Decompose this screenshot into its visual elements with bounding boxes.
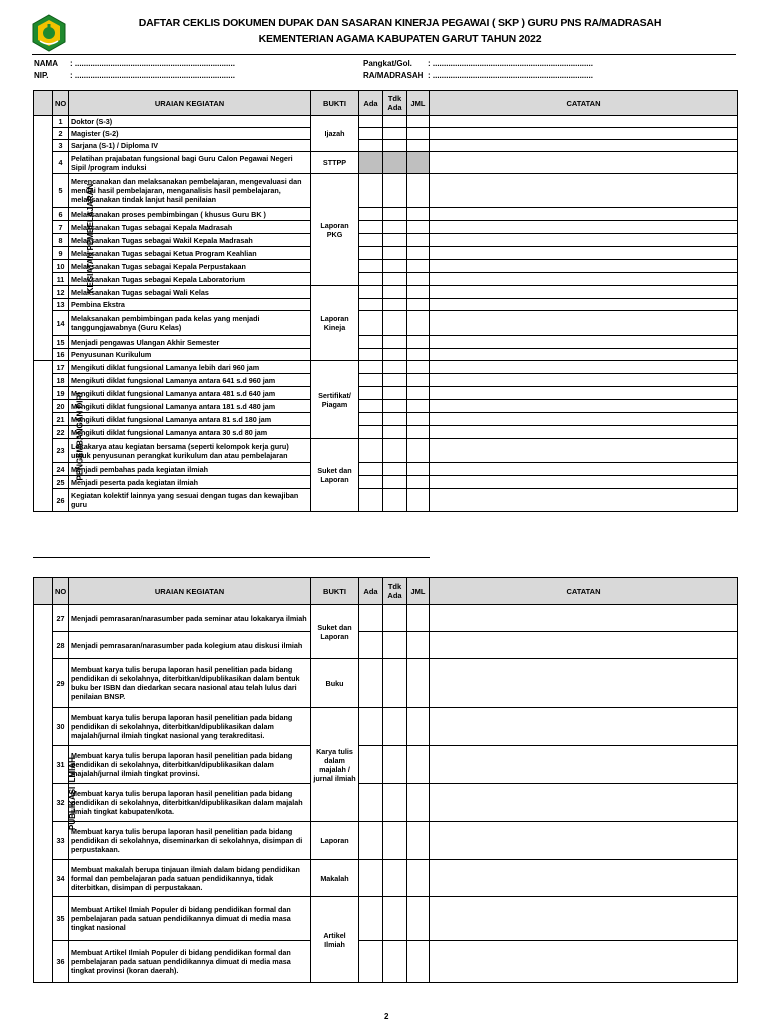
row-number: 12 <box>53 286 69 299</box>
check-ada[interactable] <box>359 128 383 140</box>
table-row <box>34 897 738 941</box>
row-number: 11 <box>53 273 69 286</box>
check-ada[interactable] <box>359 208 383 221</box>
table-row <box>34 439 738 463</box>
check-tdk-ada[interactable] <box>383 273 407 286</box>
table-row <box>34 286 738 299</box>
catatan-cell[interactable] <box>430 349 738 361</box>
nip-label: NIP. <box>34 71 49 80</box>
col-tdk-ada: Tdk Ada <box>383 578 407 605</box>
check-tdk-ada[interactable] <box>383 463 407 476</box>
catatan-cell[interactable] <box>430 387 738 400</box>
row-description: Melaksanakan Tugas sebagai Ketua Program Keahlian <box>69 247 311 260</box>
table-row <box>34 349 738 361</box>
check-jml[interactable] <box>407 349 430 361</box>
check-jml[interactable] <box>407 400 430 413</box>
table-row <box>34 174 738 208</box>
check-tdk-ada[interactable] <box>383 659 407 708</box>
catatan-cell[interactable] <box>430 221 738 234</box>
col-no: NO <box>53 91 69 116</box>
check-jml[interactable] <box>407 439 430 463</box>
check-ada[interactable] <box>359 860 383 897</box>
bukti-cell: Laporan <box>311 822 359 860</box>
table-row <box>34 400 738 413</box>
row-number: 30 <box>53 708 69 746</box>
row-description: Sarjana (S-1) / Diploma IV <box>69 140 311 152</box>
catatan-cell[interactable] <box>430 234 738 247</box>
table-row <box>34 822 738 860</box>
check-ada[interactable] <box>359 784 383 822</box>
document-subtitle: KEMENTERIAN AGAMA KABUPATEN GARUT TAHUN 2022 <box>258 33 542 45</box>
table-row <box>34 234 738 247</box>
check-jml[interactable] <box>407 413 430 426</box>
row-description: Melaksanakan Tugas sebagai Kepala Perpustakaan <box>69 260 311 273</box>
check-ada[interactable] <box>359 116 383 128</box>
row-description: Membuat Artikel Ilmiah Populer di bidang pendidikan formal dan pembelajaran pada satuan pendidikannya dimuat di media masa tingkat provinsi (koran daerah). <box>69 941 311 983</box>
row-description: Merencanakan dan melaksanakan pembelajaran, mengevaluasi dan menilai hasil pembelajaran, menganalisis hasil pembelajaran, melaksanakan tindak lanjut hasil penilaian <box>69 174 311 208</box>
check-ada[interactable] <box>359 374 383 387</box>
row-number: 8 <box>53 234 69 247</box>
check-tdk-ada[interactable] <box>383 784 407 822</box>
catatan-cell[interactable] <box>430 400 738 413</box>
check-tdk-ada[interactable] <box>383 336 407 349</box>
check-ada[interactable] <box>359 489 383 512</box>
table-row <box>34 746 738 784</box>
row-description: Melaksanakan pembimbingan pada kelas yang menjadi tanggungjawabnya (Guru Kelas) <box>69 311 311 336</box>
row-number: 35 <box>53 897 69 941</box>
table-row <box>34 128 738 140</box>
check-ada[interactable] <box>359 941 383 983</box>
check-tdk-ada[interactable] <box>383 426 407 439</box>
col-no: NO <box>53 578 69 605</box>
catatan-cell[interactable] <box>430 116 738 128</box>
table-row <box>34 489 738 512</box>
table-row <box>34 413 738 426</box>
col-tdk-ada: Tdk Ada <box>383 91 407 116</box>
catatan-cell[interactable] <box>430 174 738 208</box>
row-description: Membuat karya tulis berupa laporan hasil penelitian pada bidang pendidikan di sekolahnya, diterbitkan/dipublikasikan dalam majalah/jurnal ilmiah tingkat nasional yang terakreditasi. <box>69 708 311 746</box>
section-label: KEGIATAN PEMBELAJARAN <box>34 116 53 361</box>
check-jml[interactable] <box>407 140 430 152</box>
table-row <box>34 605 738 632</box>
check-tdk-ada[interactable] <box>383 860 407 897</box>
row-description: Menjadi pemrasaran/narasumber pada kolegium atau diskusi ilmiah <box>69 632 311 659</box>
row-description: Menjadi pemrasaran/narasumber pada seminar atau lokakarya ilmiah <box>69 605 311 632</box>
nama-label: NAMA <box>34 59 58 68</box>
check-tdk-ada[interactable] <box>383 260 407 273</box>
check-jml[interactable] <box>407 632 430 659</box>
check-jml[interactable] <box>407 174 430 208</box>
catatan-cell[interactable] <box>430 605 738 632</box>
check-jml[interactable] <box>407 116 430 128</box>
check-tdk-ada[interactable] <box>383 208 407 221</box>
catatan-cell[interactable] <box>430 476 738 489</box>
check-jml[interactable] <box>407 860 430 897</box>
catatan-cell[interactable] <box>430 746 738 784</box>
bukti-cell: Laporan Kineja <box>311 286 359 361</box>
check-tdk-ada[interactable] <box>383 299 407 311</box>
check-jml[interactable] <box>407 476 430 489</box>
row-description: Kegiatan kolektif lainnya yang sesuai dengan tugas dan kewajiban guru <box>69 489 311 512</box>
check-tdk-ada[interactable] <box>383 941 407 983</box>
check-jml[interactable] <box>407 784 430 822</box>
pangkat-field[interactable]: : ........................................................................ <box>428 59 593 68</box>
table-row <box>34 299 738 311</box>
table-row <box>34 361 738 374</box>
bukti-cell: Suket dan Laporan <box>311 439 359 512</box>
bukti-cell: Buku <box>311 659 359 708</box>
check-jml[interactable] <box>407 387 430 400</box>
table-row <box>34 374 738 387</box>
check-tdk-ada[interactable] <box>383 632 407 659</box>
check-ada[interactable] <box>359 632 383 659</box>
check-jml[interactable] <box>407 463 430 476</box>
check-ada[interactable] <box>359 746 383 784</box>
catatan-cell[interactable] <box>430 273 738 286</box>
nip-field[interactable]: : ........................................................................ <box>70 71 235 80</box>
catatan-cell[interactable] <box>430 632 738 659</box>
row-description: Membuat makalah berupa tinjauan ilmiah dalam bidang pendidikan formal dan pembelajaran pada satuan pendidikannya, tidak diterbitkan, disimpan di perpustakaan. <box>69 860 311 897</box>
check-jml[interactable] <box>407 208 430 221</box>
row-description: Membuat karya tulis berupa laporan hasil penelitian pada bidang pendidikan di sekolahnya, diterbitkan/dipublikasikan dalam majalah ilmiah tingkat kabupaten/kota. <box>69 784 311 822</box>
check-ada[interactable] <box>359 387 383 400</box>
row-description: Mengikuti diklat fungsional Lamanya antara 481 s.d 640 jam <box>69 387 311 400</box>
check-tdk-ada[interactable] <box>383 361 407 374</box>
catatan-cell[interactable] <box>430 336 738 349</box>
row-number: 25 <box>53 476 69 489</box>
row-number: 10 <box>53 260 69 273</box>
check-tdk-ada[interactable] <box>383 439 407 463</box>
row-number: 29 <box>53 659 69 708</box>
catatan-cell[interactable] <box>430 708 738 746</box>
col-ada: Ada <box>359 91 383 116</box>
check-tdk-ada[interactable] <box>383 746 407 784</box>
madrasah-label: RA/MADRASAH <box>363 71 424 80</box>
row-description: Melaksanakan Tugas sebagai Wali Kelas <box>69 286 311 299</box>
check-jml[interactable] <box>407 605 430 632</box>
catatan-cell[interactable] <box>430 286 738 299</box>
check-jml[interactable] <box>407 221 430 234</box>
bukti-cell: Ijazah <box>311 116 359 152</box>
row-number: 20 <box>53 400 69 413</box>
row-description: Magister (S-2) <box>69 128 311 140</box>
row-number: 28 <box>53 632 69 659</box>
row-number: 21 <box>53 413 69 426</box>
catatan-cell[interactable] <box>430 311 738 336</box>
check-ada[interactable] <box>359 247 383 260</box>
check-ada[interactable] <box>359 234 383 247</box>
check-jml[interactable] <box>407 336 430 349</box>
check-tdk-ada[interactable] <box>383 897 407 941</box>
check-ada[interactable] <box>359 273 383 286</box>
check-ada[interactable] <box>359 476 383 489</box>
header-rule <box>32 54 736 55</box>
bukti-cell: Makalah <box>311 860 359 897</box>
table-row <box>34 221 738 234</box>
table-row <box>34 476 738 489</box>
check-jml[interactable] <box>407 286 430 299</box>
col-bukti: BUKTI <box>311 91 359 116</box>
catatan-cell[interactable] <box>430 299 738 311</box>
checklist-table-2 <box>33 577 738 983</box>
check-ada[interactable] <box>359 260 383 273</box>
row-number: 19 <box>53 387 69 400</box>
page-number: 2 <box>384 1012 389 1021</box>
check-jml[interactable] <box>407 374 430 387</box>
check-ada[interactable] <box>359 822 383 860</box>
col-bukti: BUKTI <box>311 578 359 605</box>
check-tdk-ada[interactable] <box>383 708 407 746</box>
check-ada[interactable] <box>359 286 383 299</box>
row-description: Mengikuti diklat fungsional Lamanya lebih dari 960 jam <box>69 361 311 374</box>
check-ada[interactable] <box>359 463 383 476</box>
row-description: Mengikuti diklat fungsional Lamanya antara 30 s.d 80 jam <box>69 426 311 439</box>
pangkat-label: Pangkat/Gol. <box>363 59 412 68</box>
table-row <box>34 784 738 822</box>
row-number: 2 <box>53 128 69 140</box>
check-ada[interactable] <box>359 659 383 708</box>
check-ada[interactable] <box>359 174 383 208</box>
row-number: 31 <box>53 746 69 784</box>
catatan-cell[interactable] <box>430 152 738 174</box>
catatan-cell[interactable] <box>430 260 738 273</box>
check-tdk-ada[interactable] <box>383 349 407 361</box>
table-row <box>34 152 738 174</box>
check-tdk-ada[interactable] <box>383 221 407 234</box>
check-ada[interactable] <box>359 605 383 632</box>
bukti-cell: Karya tulis dalam majalah / jurnal ilmiah <box>311 708 359 822</box>
row-number: 7 <box>53 221 69 234</box>
check-jml[interactable] <box>407 247 430 260</box>
nama-field[interactable]: : ........................................................................ <box>70 59 235 68</box>
check-jml[interactable] <box>407 897 430 941</box>
row-description: Menjadi peserta pada kegiatan ilmiah <box>69 476 311 489</box>
row-number: 16 <box>53 349 69 361</box>
check-ada[interactable] <box>359 897 383 941</box>
section-label: PUBLIKASI ILMIAH <box>34 605 53 983</box>
check-ada[interactable] <box>359 426 383 439</box>
catatan-cell[interactable] <box>430 247 738 260</box>
row-description: Pembina Ekstra <box>69 299 311 311</box>
catatan-cell[interactable] <box>430 361 738 374</box>
check-ada[interactable] <box>359 439 383 463</box>
row-description: Melaksanakan Tugas sebagai Wakil Kepala Madrasah <box>69 234 311 247</box>
row-description: Membuat Artikel Ilmiah Populer di bidang pendidikan formal dan pembelajaran pada satuan pendidikannya dimuat di media masa tingkat nasional <box>69 897 311 941</box>
table-row <box>34 208 738 221</box>
row-description: Melaksanakan proses pembimbingan ( khusus Guru BK ) <box>69 208 311 221</box>
row-description: Menjadi pembahas pada kegiatan ilmiah <box>69 463 311 476</box>
table-row <box>34 463 738 476</box>
check-jml[interactable] <box>407 273 430 286</box>
row-number: 36 <box>53 941 69 983</box>
col-jml: JML <box>407 91 430 116</box>
check-ada[interactable] <box>359 400 383 413</box>
table-row <box>34 140 738 152</box>
check-ada[interactable] <box>359 311 383 336</box>
row-number: 13 <box>53 299 69 311</box>
row-number: 4 <box>53 152 69 174</box>
catatan-cell[interactable] <box>430 822 738 860</box>
row-number: 27 <box>53 605 69 632</box>
row-number: 33 <box>53 822 69 860</box>
check-tdk-ada[interactable] <box>383 489 407 512</box>
catatan-cell[interactable] <box>430 413 738 426</box>
check-jml[interactable] <box>407 708 430 746</box>
check-jml[interactable] <box>407 299 430 311</box>
row-number: 3 <box>53 140 69 152</box>
table-row <box>34 336 738 349</box>
row-description: Membuat karya tulis berupa laporan hasil penelitian pada bidang pendidikan di sekolahnya, diterbitkan/dipublikasikan dalam bentuk buku ber ISBN dan diedarkan secara nasional atau telah lulus dari penilaian BNSP. <box>69 659 311 708</box>
table-row <box>34 260 738 273</box>
row-number: 23 <box>53 439 69 463</box>
table-row <box>34 387 738 400</box>
row-description: Mengikuti diklat fungsional Lamanya antara 181 s.d 480 jam <box>69 400 311 413</box>
table-row <box>34 273 738 286</box>
check-tdk-ada[interactable] <box>383 174 407 208</box>
row-description: Membuat karya tulis berupa laporan hasil penelitian pada bidang pendidikan di sekolahnya, diseminarkan di sekolahnya, disimpan di perpustakaan. <box>69 822 311 860</box>
table-row <box>34 659 738 708</box>
table-row <box>34 708 738 746</box>
check-jml[interactable] <box>407 361 430 374</box>
col-uraian: URAIAN KEGIATAN <box>69 578 311 605</box>
catatan-cell[interactable] <box>430 897 738 941</box>
check-tdk-ada[interactable] <box>383 286 407 299</box>
row-number: 5 <box>53 174 69 208</box>
row-number: 15 <box>53 336 69 349</box>
check-jml[interactable] <box>407 234 430 247</box>
section-col-header <box>34 91 53 116</box>
catatan-cell[interactable] <box>430 208 738 221</box>
bukti-cell: Artikel Ilmiah <box>311 897 359 983</box>
col-jml: JML <box>407 578 430 605</box>
catatan-cell[interactable] <box>430 374 738 387</box>
bukti-cell: Suket dan Laporan <box>311 605 359 659</box>
catatan-cell[interactable] <box>430 489 738 512</box>
check-jml[interactable] <box>407 426 430 439</box>
catatan-cell[interactable] <box>430 140 738 152</box>
row-description: Mengikuti diklat fungsional Lamanya antara 641 s.d 960 jam <box>69 374 311 387</box>
check-jml[interactable] <box>407 152 430 174</box>
check-tdk-ada[interactable] <box>383 822 407 860</box>
check-ada[interactable] <box>359 361 383 374</box>
row-number: 22 <box>53 426 69 439</box>
row-number: 6 <box>53 208 69 221</box>
row-description: Melaksanakan Tugas sebagai Kepala Madrasah <box>69 221 311 234</box>
catatan-cell[interactable] <box>430 463 738 476</box>
check-tdk-ada[interactable] <box>383 116 407 128</box>
table-row <box>34 860 738 897</box>
section-label: PENGEMBANGAN DIRI <box>34 361 53 512</box>
table-row <box>34 116 738 128</box>
section-col-header <box>34 578 53 605</box>
table-row <box>34 311 738 336</box>
check-tdk-ada[interactable] <box>383 413 407 426</box>
document-title: DAFTAR CEKLIS DOKUMEN DUPAK DAN SASARAN KINERJA PEGAWAI ( SKP ) GURU PNS RA/MADRASAH <box>138 17 662 29</box>
separator-line <box>33 557 430 558</box>
bukti-cell: Laporan PKG <box>311 174 359 286</box>
table-row <box>34 632 738 659</box>
check-ada[interactable] <box>359 152 383 174</box>
col-uraian: URAIAN KEGIATAN <box>69 91 311 116</box>
check-ada[interactable] <box>359 140 383 152</box>
catatan-cell[interactable] <box>430 128 738 140</box>
row-description: Membuat karya tulis berupa laporan hasil penelitian pada bidang pendidikan di sekolahnya, diterbitkan/dipublikasikan dalam majalah/jurnal ilmiah tingkat provinsi. <box>69 746 311 784</box>
row-number: 1 <box>53 116 69 128</box>
check-jml[interactable] <box>407 822 430 860</box>
row-number: 14 <box>53 311 69 336</box>
row-number: 34 <box>53 860 69 897</box>
check-tdk-ada[interactable] <box>383 374 407 387</box>
check-jml[interactable] <box>407 941 430 983</box>
row-number: 17 <box>53 361 69 374</box>
table-row <box>34 426 738 439</box>
row-description: Penyusunan Kurikulum <box>69 349 311 361</box>
check-tdk-ada[interactable] <box>383 605 407 632</box>
check-jml[interactable] <box>407 260 430 273</box>
row-number: 26 <box>53 489 69 512</box>
check-ada[interactable] <box>359 336 383 349</box>
catatan-cell[interactable] <box>430 941 738 983</box>
row-description: Mengikuti diklat fungsional Lamanya antara 81 s.d 180 jam <box>69 413 311 426</box>
checklist-table-1 <box>33 90 738 512</box>
col-catatan: CATATAN <box>430 91 738 116</box>
row-description: Pelatihan prajabatan fungsional bagi Guru Calon Pegawai Negeri Sipil /program induksi <box>69 152 311 174</box>
check-tdk-ada[interactable] <box>383 152 407 174</box>
check-tdk-ada[interactable] <box>383 387 407 400</box>
check-jml[interactable] <box>407 489 430 512</box>
catatan-cell[interactable] <box>430 426 738 439</box>
check-ada[interactable] <box>359 708 383 746</box>
row-number: 18 <box>53 374 69 387</box>
row-number: 9 <box>53 247 69 260</box>
table-row <box>34 247 738 260</box>
check-tdk-ada[interactable] <box>383 247 407 260</box>
check-tdk-ada[interactable] <box>383 234 407 247</box>
catatan-cell[interactable] <box>430 659 738 708</box>
catatan-cell[interactable] <box>430 860 738 897</box>
check-tdk-ada[interactable] <box>383 311 407 336</box>
check-jml[interactable] <box>407 311 430 336</box>
row-description: Doktor (S-3) <box>69 116 311 128</box>
check-ada[interactable] <box>359 299 383 311</box>
check-jml[interactable] <box>407 659 430 708</box>
row-description: Lokakarya atau kegiatan bersama (seperti kelompok kerja guru) untuk penyusunan perangkat kurikulum dan atau pembelajaran <box>69 439 311 463</box>
check-jml[interactable] <box>407 746 430 784</box>
check-tdk-ada[interactable] <box>383 476 407 489</box>
check-jml[interactable] <box>407 128 430 140</box>
row-number: 24 <box>53 463 69 476</box>
catatan-cell[interactable] <box>430 439 738 463</box>
check-ada[interactable] <box>359 349 383 361</box>
kemenag-logo <box>31 14 67 52</box>
check-ada[interactable] <box>359 413 383 426</box>
table-row <box>34 941 738 983</box>
bukti-cell: Sertifikat/ Piagam <box>311 361 359 439</box>
check-ada[interactable] <box>359 221 383 234</box>
row-number: 32 <box>53 784 69 822</box>
check-tdk-ada[interactable] <box>383 400 407 413</box>
catatan-cell[interactable] <box>430 784 738 822</box>
check-tdk-ada[interactable] <box>383 140 407 152</box>
madrasah-field[interactable]: : ........................................................................ <box>428 71 593 80</box>
col-catatan: CATATAN <box>430 578 738 605</box>
bukti-cell: STTPP <box>311 152 359 174</box>
check-tdk-ada[interactable] <box>383 128 407 140</box>
col-ada: Ada <box>359 578 383 605</box>
row-description: Menjadi pengawas Ulangan Akhir Semester <box>69 336 311 349</box>
row-description: Melaksanakan Tugas sebagai Kepala Laboratorium <box>69 273 311 286</box>
